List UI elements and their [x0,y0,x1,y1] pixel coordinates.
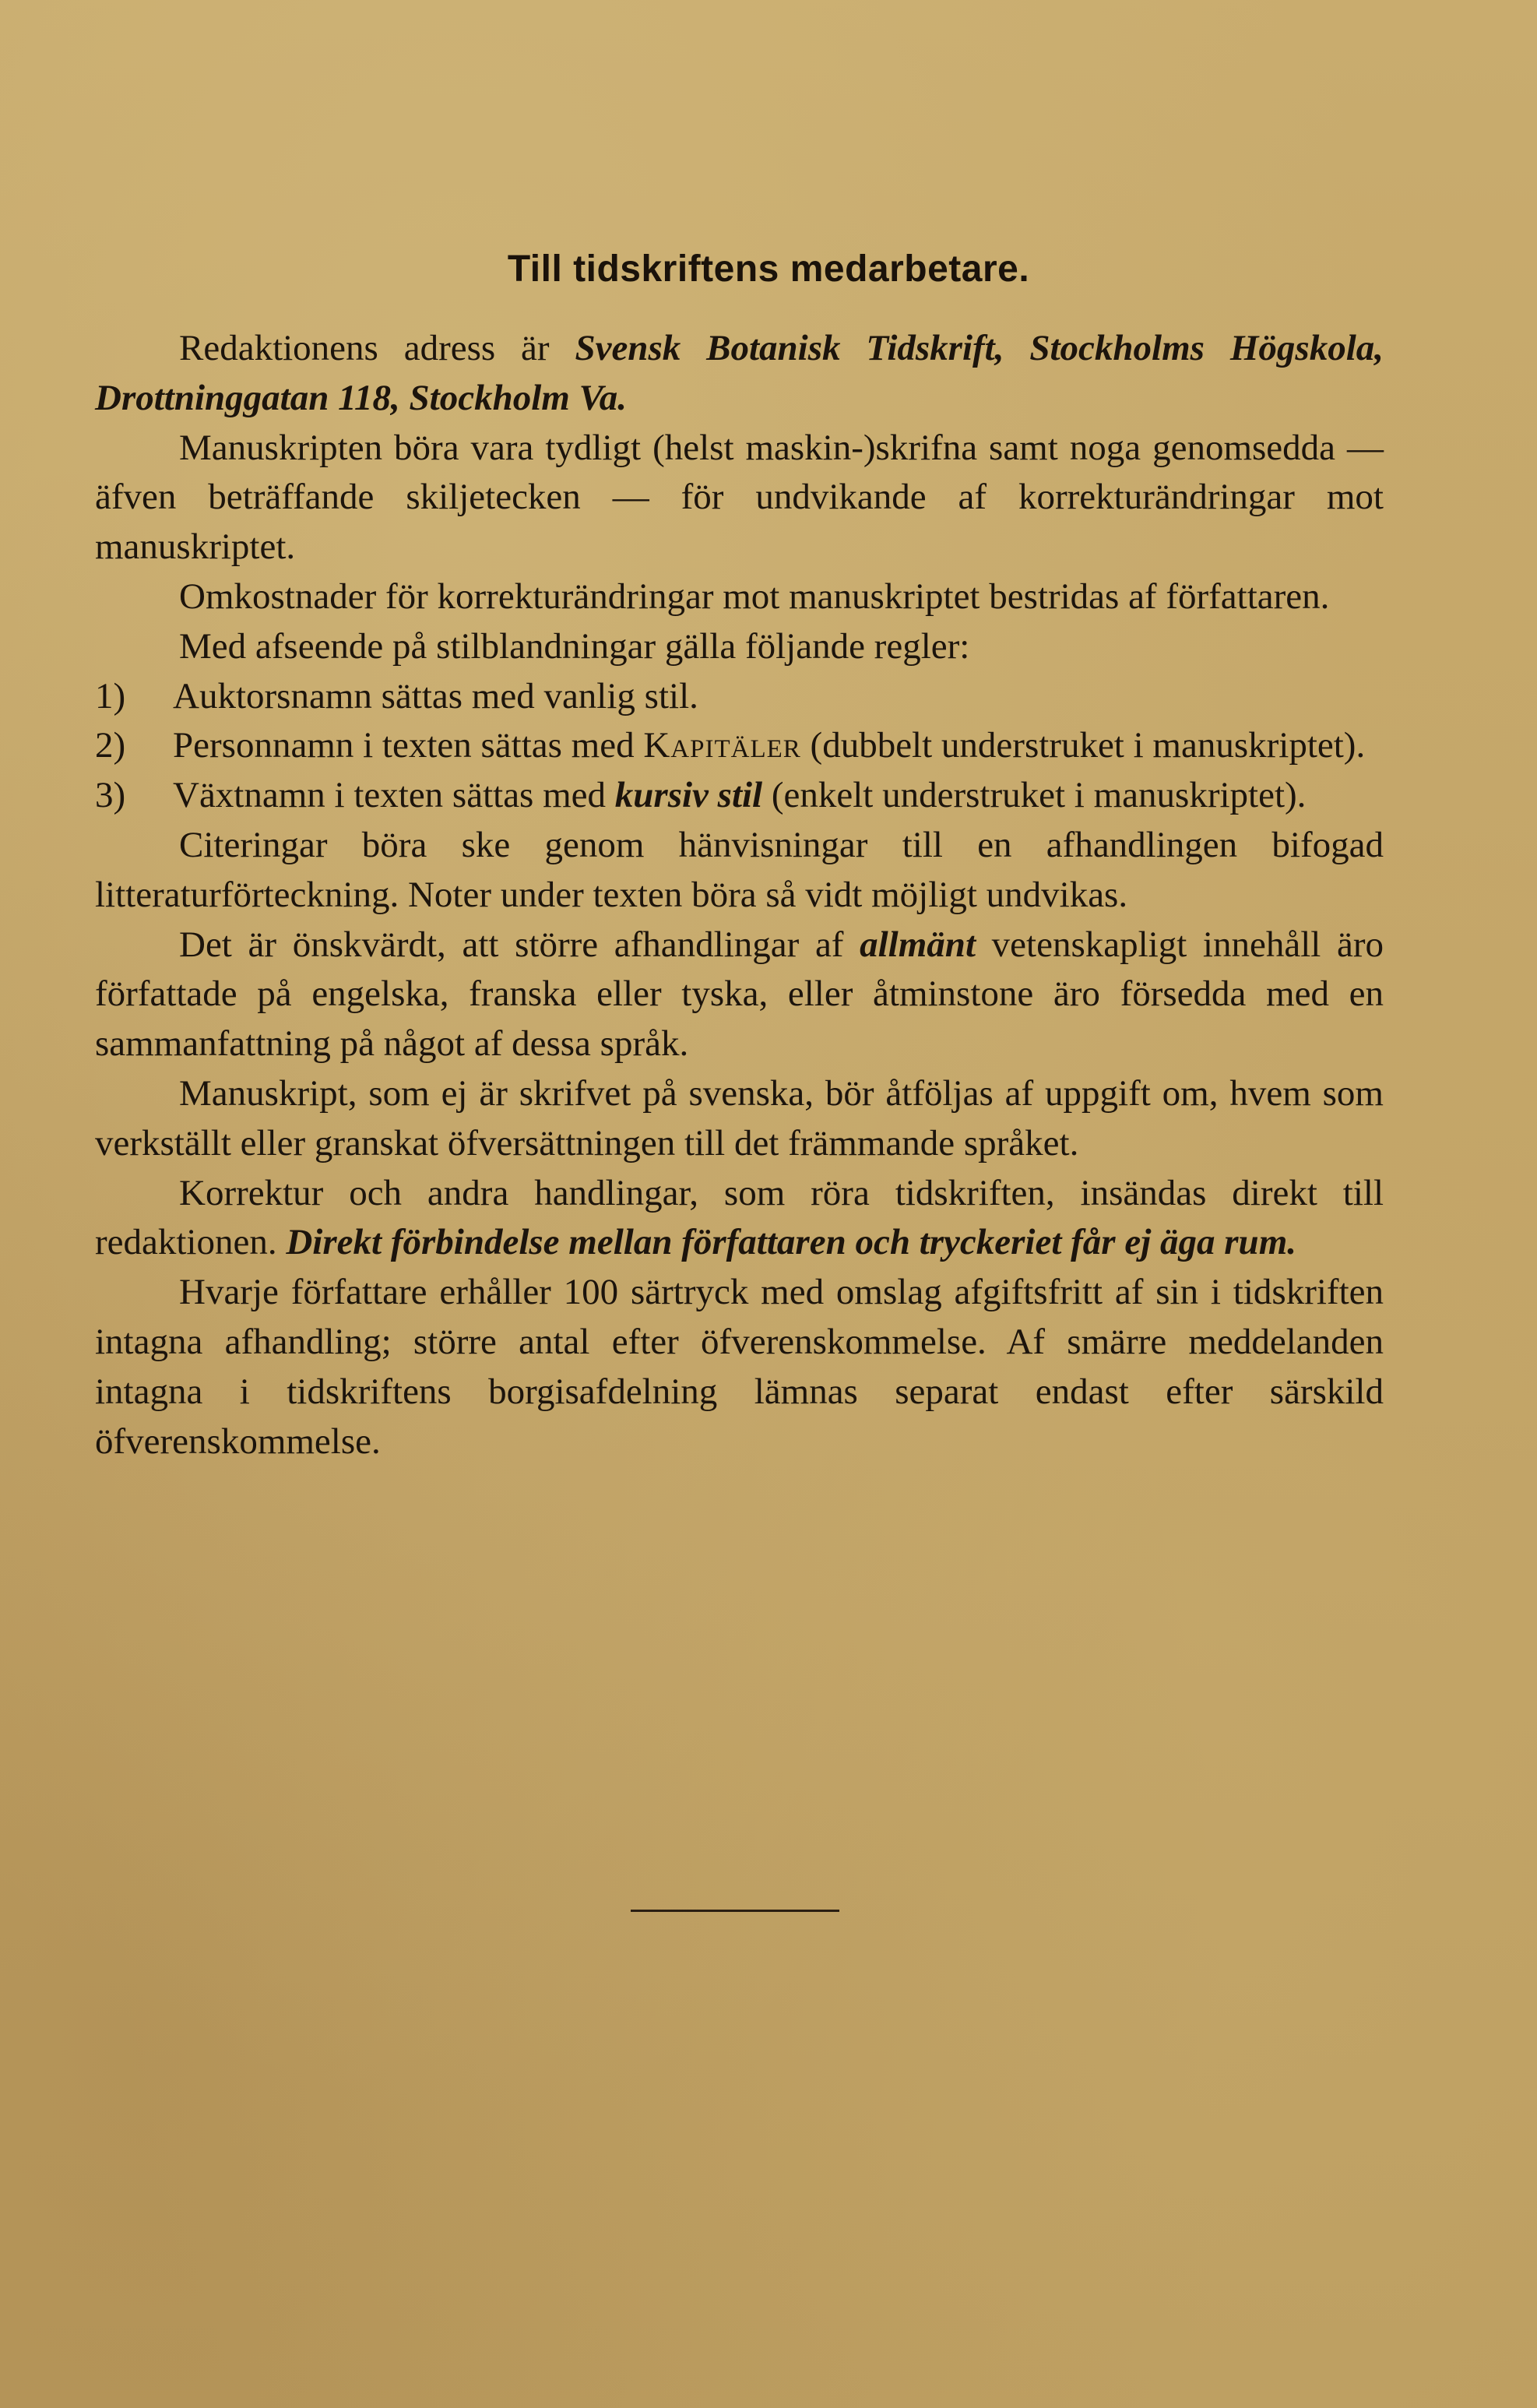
address-italic: Svensk Botanisk Tidskrift, Stockholms Högskola, Drottninggatan 118, Stockholm Va. [95,328,1384,418]
languages-italic: allmänt [860,924,976,965]
paragraph-languages [95,921,1384,1069]
paragraph-costs: Omkostnader för korrekturändringar mot manuskriptet bestridas af författaren. [179,576,1330,617]
rule-smallcaps: Kapitäler [643,725,801,766]
paragraph-style-rules-intro: Med afseende på stilblandningar gälla följande regler: [179,625,970,667]
rule-text-post: (enkelt understruket i manuskriptet). [762,775,1307,816]
rule-italic: kursiv stil [614,775,763,816]
rule-text-pre: Växtnamn i texten sättas med [173,775,615,816]
paragraph-address [95,324,1384,424]
languages-post: vetenskapligt innehåll äro författade på engelska, franska eller tyska, eller åtminstone äro försedda med en sammanfattning på något af dessa språk. [95,924,1384,1065]
languages-pre: Det är önskvärdt, att större afhandlingar af [179,924,860,965]
rule-text-pre: Personnamn i texten sättas med [173,725,644,766]
paragraph-translation: Manuskript, som ej är skrifvet på svenska, bör åtföljas af uppgift om, hvem som verkställt eller granskat öfversättningen till det främmande språket. [95,1072,1384,1164]
rule-item-1 [95,672,1384,722]
divider-rule [631,1910,839,1912]
address-intro: Redaktionens adress är [179,328,575,368]
rule-number: 2) [95,725,126,766]
rule-item-2 [95,721,1384,771]
rule-number: 3) [95,775,126,816]
rule-number: 1) [95,675,126,716]
paragraph-offprints: Hvarje författare erhåller 100 särtryck med omslag afgiftsfritt af sin i tidskriften intagna afhandling; större antal efter öfverenskommelse. Af smärre meddelanden intagna i tidskriftens borgisafdelning lämnas separat endast efter särskild öfverenskommelse. [95,1272,1384,1462]
page-title: Till tidskriftens medarbetare. [507,248,1030,290]
rule-text: Auktorsnamn sättas med vanlig stil. [173,675,698,716]
paragraph-manuscripts: Manuskripten böra vara tydligt (helst maskin-)skrifna samt noga genomsedda — äfven beträffande skiljetecken — för undvikande af korrekturändringar mot manuskriptet. [95,427,1384,568]
paragraph-citations: Citeringar böra ske genom hänvisningar till en afhandlingen bifogad litteraturförteckning. Noter under texten böra så vidt möjligt undvikas. [95,824,1384,915]
paragraph-proofs [95,1169,1384,1269]
proofs-italic: Direkt förbindelse mellan författaren och tryckeriet får ej äga rum. [286,1222,1296,1263]
proofs-pre: Korrektur och andra handlingar, som röra tidskriften, insändas direkt till redaktionen. [95,1172,1384,1263]
rule-text-post: (dubbelt understruket i manuskriptet). [800,725,1366,766]
document-body [95,324,1384,1466]
rule-item-3 [95,771,1384,821]
